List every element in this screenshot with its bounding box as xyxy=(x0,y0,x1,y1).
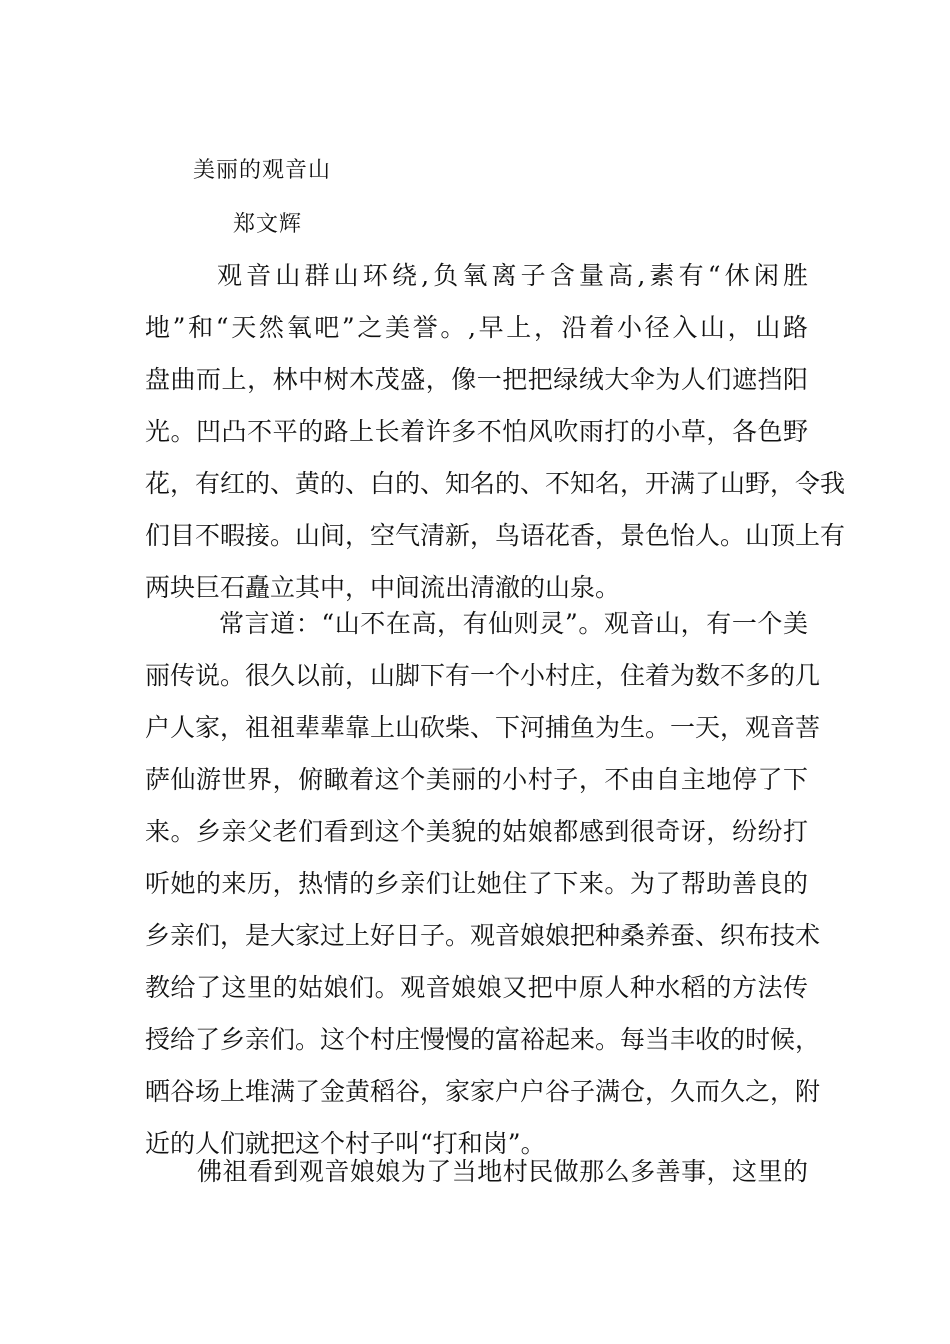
paragraph-line: 两块巨石矗立其中，中间流出清澈的山泉。 xyxy=(145,573,621,602)
paragraph-line: 光。凹凸不平的路上长着许多不怕风吹雨打的小草，各色野 xyxy=(145,417,808,446)
paragraph-line: 乡亲们，是大家过上好日子。观音娘娘把种桑养蚕、织布技术 xyxy=(145,921,821,950)
paragraph-line: 听她的来历，热情的乡亲们让她住了下来。为了帮助善良的 xyxy=(145,869,808,898)
paragraph-line: 近的人们就把这个村子叫“打和岗”。 xyxy=(145,1129,546,1158)
paragraph-line: 们目不暇接。山间，空气清新，鸟语花香，景色怡人。山顶上有 xyxy=(145,521,846,550)
paragraph-line: 佛祖看到观音娘娘为了当地村民做那么多善事，这里的 xyxy=(197,1157,808,1186)
paragraph-line: 花，有红的、黄的、白的、知名的、不知名，开满了山野，令我 xyxy=(145,469,846,498)
paragraph-line: 盘曲而上，林中树木茂盛，像一把把绿绒大伞为人们遮挡阳 xyxy=(145,365,808,394)
paragraph-line: 授给了乡亲们。这个村庄慢慢的富裕起来。每当丰收的时候， xyxy=(145,1025,821,1054)
paragraph-1 xyxy=(145,250,846,614)
paragraph-line: 地”和“天然氧吧”之美誉。,早上，沿着小径入山，山路 xyxy=(145,313,808,342)
paragraph-line: 常言道：“山不在高，有仙则灵”。观音山，有一个美 xyxy=(219,609,808,638)
paragraph-line: 晒谷场上堆满了金黄稻谷，家家户户谷子满仓，久而久之，附 xyxy=(145,1077,821,1106)
paragraph-line: 教给了这里的姑娘们。观音娘娘又把中原人种水稻的方法传 xyxy=(145,973,808,1002)
document-title: 美丽的观音山 xyxy=(193,158,332,183)
paragraph-3 xyxy=(145,1146,808,1198)
document-author: 郑文辉 xyxy=(233,212,303,237)
paragraph-line: 来。乡亲父老们看到这个美貌的姑娘都感到很奇讶，纷纷打 xyxy=(145,817,808,846)
paragraph-line: 户人家，祖祖辈辈靠上山砍柴、下河捕鱼为生。一天，观音菩 xyxy=(145,713,821,742)
paragraph-2 xyxy=(145,598,821,1170)
paragraph-line: 观音山群山环绕,负氧离子含量高,素有“休闲胜 xyxy=(217,261,808,290)
paragraph-line: 萨仙游世界，俯瞰着这个美丽的小村子，不由自主地停了下 xyxy=(145,765,808,794)
paragraph-line: 丽传说。很久以前，山脚下有一个小村庄，住着为数不多的几 xyxy=(145,661,821,690)
